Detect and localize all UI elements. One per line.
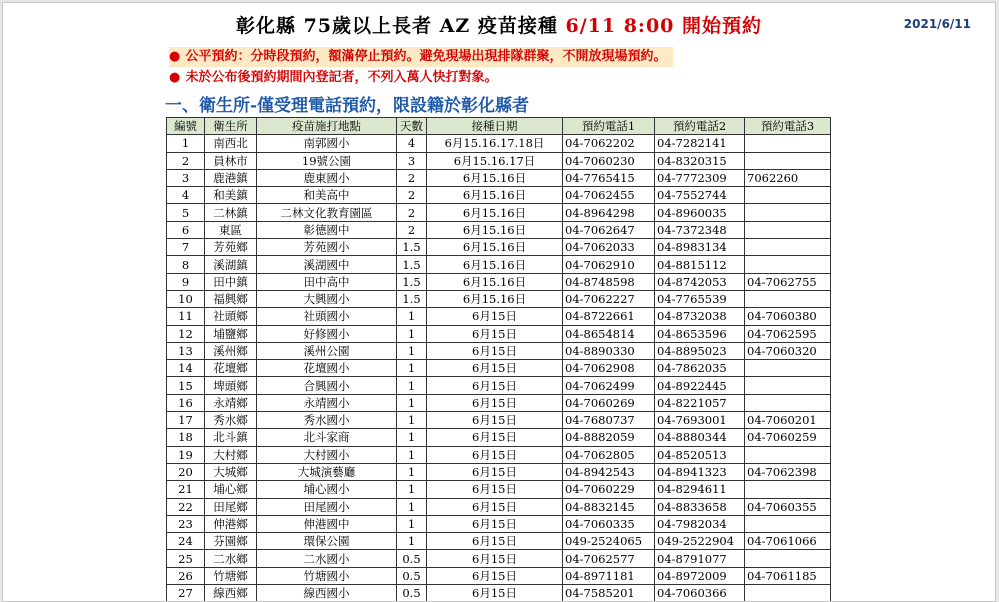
cell-days: 1	[397, 515, 427, 532]
column-header: 衛生所	[205, 118, 257, 135]
bullet-icon: ●	[169, 49, 181, 64]
table-row	[167, 533, 831, 550]
cell-phone-1: 04-8942543	[563, 463, 655, 480]
cell-vaccination-date: 6月15日	[427, 394, 563, 411]
cell-days: 2	[397, 187, 427, 204]
cell-phone-3: 04-7062755	[745, 273, 831, 290]
cell-vaccination-date: 6月15日	[427, 342, 563, 359]
note-fair-booking	[169, 47, 673, 67]
cell-phone-3: 04-7060355	[745, 498, 831, 515]
cell-phone-2: 04-8742053	[655, 273, 745, 290]
cell-days: 0.5	[397, 567, 427, 584]
cell-health-center: 社頭鄉	[205, 308, 257, 325]
cell-phone-2: 04-8960035	[655, 204, 745, 221]
cell-vaccination-date: 6月15.16日	[427, 239, 563, 256]
cell-row-number: 19	[167, 446, 205, 463]
cell-vaccination-site: 田中高中	[257, 273, 397, 290]
cell-days: 1	[397, 377, 427, 394]
cell-phone-1: 04-8964298	[563, 204, 655, 221]
table-row	[167, 481, 831, 498]
cell-phone-2: 04-8895023	[655, 342, 745, 359]
cell-vaccination-site: 19號公園	[257, 152, 397, 169]
cell-days: 1.5	[397, 273, 427, 290]
cell-days: 1.5	[397, 239, 427, 256]
cell-vaccination-date: 6月15.16日	[427, 256, 563, 273]
cell-phone-2: 04-7060366	[655, 585, 745, 602]
cell-vaccination-site: 永靖國小	[257, 394, 397, 411]
cell-vaccination-date: 6月15日	[427, 429, 563, 446]
cell-phone-3	[745, 204, 831, 221]
cell-vaccination-date: 6月15日	[427, 412, 563, 429]
cell-phone-3	[745, 515, 831, 532]
cell-vaccination-site: 彰德國中	[257, 221, 397, 238]
cell-phone-1: 04-7060229	[563, 481, 655, 498]
column-header: 預約電話3	[745, 118, 831, 135]
cell-vaccination-date: 6月15日	[427, 515, 563, 532]
cell-vaccination-date: 6月15.16.17日	[427, 152, 563, 169]
cell-phone-3: 04-7062398	[745, 463, 831, 480]
cell-health-center: 溪州鄉	[205, 342, 257, 359]
cell-row-number: 9	[167, 273, 205, 290]
cell-phone-2: 049-2522904	[655, 533, 745, 550]
cell-health-center: 竹塘鄉	[205, 567, 257, 584]
table-row	[167, 550, 831, 567]
cell-vaccination-date: 6月15日	[427, 585, 563, 602]
cell-days: 1	[397, 429, 427, 446]
cell-vaccination-date: 6月15日	[427, 567, 563, 584]
table-row	[167, 567, 831, 584]
cell-phone-2: 04-8972009	[655, 567, 745, 584]
cell-phone-3	[745, 394, 831, 411]
note-text: 未於公布後預約期間內登記者，不列入萬人快打對象。	[185, 70, 498, 85]
table-row	[167, 446, 831, 463]
cell-phone-2: 04-8221057	[655, 394, 745, 411]
cell-days: 1	[397, 308, 427, 325]
cell-row-number: 11	[167, 308, 205, 325]
cell-vaccination-site: 田尾國小	[257, 498, 397, 515]
table-row	[167, 429, 831, 446]
cell-phone-1: 04-7765415	[563, 169, 655, 186]
cell-phone-2: 04-8983134	[655, 239, 745, 256]
cell-phone-1: 04-7060269	[563, 394, 655, 411]
table-row	[167, 342, 831, 359]
cell-row-number: 24	[167, 533, 205, 550]
cell-health-center: 永靖鄉	[205, 394, 257, 411]
cell-health-center: 芳苑鄉	[205, 239, 257, 256]
cell-vaccination-date: 6月15日	[427, 550, 563, 567]
cell-row-number: 18	[167, 429, 205, 446]
cell-phone-3: 04-7060320	[745, 342, 831, 359]
cell-row-number: 25	[167, 550, 205, 567]
cell-row-number: 23	[167, 515, 205, 532]
cell-phone-2: 04-8732038	[655, 308, 745, 325]
cell-phone-2: 04-7765539	[655, 290, 745, 307]
cell-row-number: 7	[167, 239, 205, 256]
table-row	[167, 187, 831, 204]
cell-phone-3: 7062260	[745, 169, 831, 186]
cell-vaccination-site: 線西國小	[257, 585, 397, 602]
cell-health-center: 和美鎮	[205, 187, 257, 204]
cell-phone-1: 04-7062455	[563, 187, 655, 204]
table-row	[167, 273, 831, 290]
cell-phone-1: 04-7680737	[563, 412, 655, 429]
cell-row-number: 5	[167, 204, 205, 221]
cell-phone-3	[745, 256, 831, 273]
cell-vaccination-site: 大城演藝廳	[257, 463, 397, 480]
cell-health-center: 北斗鎮	[205, 429, 257, 446]
cell-row-number: 27	[167, 585, 205, 602]
cell-health-center: 員林市	[205, 152, 257, 169]
cell-phone-2: 04-7772309	[655, 169, 745, 186]
table-row	[167, 463, 831, 480]
cell-days: 1	[397, 446, 427, 463]
cell-health-center: 二水鄉	[205, 550, 257, 567]
cell-row-number: 2	[167, 152, 205, 169]
cell-vaccination-site: 埔心國小	[257, 481, 397, 498]
cell-phone-1: 04-7062202	[563, 135, 655, 152]
cell-vaccination-site: 鹿東國小	[257, 169, 397, 186]
cell-phone-3	[745, 221, 831, 238]
cell-vaccination-site: 二林文化教育園區	[257, 204, 397, 221]
cell-phone-3	[745, 585, 831, 602]
cell-vaccination-site: 南郭國小	[257, 135, 397, 152]
cell-vaccination-date: 6月15.16日	[427, 273, 563, 290]
cell-vaccination-site: 北斗家商	[257, 429, 397, 446]
table-row	[167, 290, 831, 307]
cell-vaccination-date: 6月15.16日	[427, 187, 563, 204]
cell-days: 1	[397, 325, 427, 342]
title-main: 彰化縣 75歲以上長者 AZ 疫苗接種	[235, 15, 558, 37]
cell-health-center: 福興鄉	[205, 290, 257, 307]
cell-row-number: 21	[167, 481, 205, 498]
cell-days: 1.5	[397, 256, 427, 273]
cell-days: 1	[397, 481, 427, 498]
cell-row-number: 20	[167, 463, 205, 480]
document-page	[2, 2, 996, 602]
cell-days: 2	[397, 221, 427, 238]
cell-vaccination-date: 6月15日	[427, 360, 563, 377]
cell-health-center: 二林鎮	[205, 204, 257, 221]
cell-phone-2: 04-7282141	[655, 135, 745, 152]
cell-phone-1: 04-7062908	[563, 360, 655, 377]
cell-vaccination-site: 好修國小	[257, 325, 397, 342]
column-header: 預約電話2	[655, 118, 745, 135]
cell-row-number: 3	[167, 169, 205, 186]
cell-phone-3	[745, 446, 831, 463]
cell-row-number: 13	[167, 342, 205, 359]
cell-days: 1	[397, 533, 427, 550]
cell-vaccination-site: 和美高中	[257, 187, 397, 204]
cell-health-center: 田尾鄉	[205, 498, 257, 515]
cell-phone-1: 04-7060230	[563, 152, 655, 169]
cell-vaccination-site: 溪州公園	[257, 342, 397, 359]
table-row	[167, 221, 831, 238]
table-row	[167, 239, 831, 256]
cell-phone-2: 04-7693001	[655, 412, 745, 429]
table-row	[167, 412, 831, 429]
table-row	[167, 394, 831, 411]
cell-health-center: 埤頭鄉	[205, 377, 257, 394]
cell-phone-3: 04-7060201	[745, 412, 831, 429]
cell-health-center: 田中鎮	[205, 273, 257, 290]
cell-phone-1: 04-8722661	[563, 308, 655, 325]
title-highlight: 6/11 8:00 開始預約	[565, 15, 763, 37]
cell-vaccination-date: 6月15.16日	[427, 204, 563, 221]
cell-health-center: 埔鹽鄉	[205, 325, 257, 342]
column-header: 天數	[397, 118, 427, 135]
column-header: 疫苗施打地點	[257, 118, 397, 135]
cell-phone-2: 04-8294611	[655, 481, 745, 498]
cell-phone-1: 049-2524065	[563, 533, 655, 550]
cell-vaccination-site: 社頭國小	[257, 308, 397, 325]
cell-row-number: 14	[167, 360, 205, 377]
cell-phone-2: 04-8815112	[655, 256, 745, 273]
cell-row-number: 10	[167, 290, 205, 307]
cell-row-number: 17	[167, 412, 205, 429]
cell-row-number: 1	[167, 135, 205, 152]
cell-health-center: 鹿港鎮	[205, 169, 257, 186]
cell-phone-1: 04-7062033	[563, 239, 655, 256]
cell-phone-1: 04-7062647	[563, 221, 655, 238]
cell-phone-2: 04-7552744	[655, 187, 745, 204]
cell-health-center: 伸港鄉	[205, 515, 257, 532]
cell-days: 1.5	[397, 290, 427, 307]
table-row	[167, 152, 831, 169]
cell-phone-2: 04-8320315	[655, 152, 745, 169]
column-header: 接種日期	[427, 118, 563, 135]
cell-vaccination-site: 溪湖國中	[257, 256, 397, 273]
cell-vaccination-date: 6月15.16日	[427, 169, 563, 186]
cell-health-center: 大村鄉	[205, 446, 257, 463]
note-registration	[169, 68, 498, 88]
cell-health-center: 芬園鄉	[205, 533, 257, 550]
table-row	[167, 256, 831, 273]
cell-vaccination-site: 環保公園	[257, 533, 397, 550]
cell-phone-1: 04-7062499	[563, 377, 655, 394]
table-row	[167, 135, 831, 152]
cell-days: 0.5	[397, 585, 427, 602]
cell-row-number: 16	[167, 394, 205, 411]
document-date: 2021/6/11	[903, 17, 971, 31]
cell-phone-3: 04-7062595	[745, 325, 831, 342]
cell-health-center: 東區	[205, 221, 257, 238]
cell-vaccination-date: 6月15.16日	[427, 290, 563, 307]
cell-vaccination-site: 花壇國小	[257, 360, 397, 377]
cell-phone-3	[745, 152, 831, 169]
cell-phone-2: 04-7372348	[655, 221, 745, 238]
cell-vaccination-date: 6月15.16日	[427, 221, 563, 238]
cell-days: 1	[397, 498, 427, 515]
cell-phone-2: 04-8520513	[655, 446, 745, 463]
cell-phone-3	[745, 290, 831, 307]
cell-days: 1	[397, 342, 427, 359]
cell-phone-3	[745, 135, 831, 152]
cell-phone-3	[745, 239, 831, 256]
table-row	[167, 360, 831, 377]
cell-vaccination-date: 6月15日	[427, 446, 563, 463]
cell-phone-1: 04-8890330	[563, 342, 655, 359]
note-text: 公平預約：分時段預約，額滿停止預約。避免現場出現排隊群聚，不開放現場預約。	[185, 49, 667, 64]
cell-days: 1	[397, 360, 427, 377]
cell-phone-3: 04-7060380	[745, 308, 831, 325]
cell-vaccination-site: 大興國小	[257, 290, 397, 307]
cell-days: 2	[397, 204, 427, 221]
cell-phone-2: 04-8941323	[655, 463, 745, 480]
cell-health-center: 埔心鄉	[205, 481, 257, 498]
table-header-row	[167, 118, 831, 135]
cell-phone-2: 04-8922445	[655, 377, 745, 394]
cell-phone-3: 04-7061066	[745, 533, 831, 550]
cell-phone-3	[745, 377, 831, 394]
cell-phone-3	[745, 481, 831, 498]
cell-vaccination-date: 6月15日	[427, 377, 563, 394]
table-row	[167, 515, 831, 532]
table-body	[167, 135, 831, 602]
cell-row-number: 6	[167, 221, 205, 238]
cell-phone-3	[745, 360, 831, 377]
cell-phone-1: 04-8971181	[563, 567, 655, 584]
cell-phone-2: 04-8653596	[655, 325, 745, 342]
cell-health-center: 線西鄉	[205, 585, 257, 602]
column-header: 編號	[167, 118, 205, 135]
cell-phone-1: 04-7585201	[563, 585, 655, 602]
table-row	[167, 498, 831, 515]
cell-phone-1: 04-7062910	[563, 256, 655, 273]
cell-days: 1	[397, 394, 427, 411]
cell-phone-3	[745, 187, 831, 204]
cell-row-number: 15	[167, 377, 205, 394]
document-title	[3, 11, 995, 38]
cell-row-number: 8	[167, 256, 205, 273]
cell-phone-1: 04-8748598	[563, 273, 655, 290]
cell-health-center: 秀水鄉	[205, 412, 257, 429]
cell-health-center: 溪湖鎮	[205, 256, 257, 273]
cell-vaccination-site: 秀水國小	[257, 412, 397, 429]
table-row	[167, 377, 831, 394]
cell-vaccination-site: 二水國小	[257, 550, 397, 567]
cell-vaccination-date: 6月15日	[427, 325, 563, 342]
cell-days: 1	[397, 463, 427, 480]
cell-phone-2: 04-7862035	[655, 360, 745, 377]
cell-vaccination-date: 6月15日	[427, 533, 563, 550]
cell-phone-2: 04-8880344	[655, 429, 745, 446]
cell-vaccination-date: 6月15日	[427, 498, 563, 515]
cell-phone-3: 04-7061185	[745, 567, 831, 584]
cell-health-center: 大城鄉	[205, 463, 257, 480]
cell-health-center: 南西北	[205, 135, 257, 152]
section-title: 一、衛生所-僅受理電話預約，限設籍於彰化縣者	[165, 96, 530, 116]
table-row	[167, 204, 831, 221]
cell-phone-3: 04-7060259	[745, 429, 831, 446]
cell-phone-1: 04-8832145	[563, 498, 655, 515]
cell-health-center: 花壇鄉	[205, 360, 257, 377]
cell-days: 1	[397, 412, 427, 429]
cell-row-number: 26	[167, 567, 205, 584]
cell-days: 0.5	[397, 550, 427, 567]
table-row	[167, 325, 831, 342]
cell-phone-1: 04-8654814	[563, 325, 655, 342]
cell-vaccination-date: 6月15日	[427, 308, 563, 325]
table-row	[167, 169, 831, 186]
cell-vaccination-site: 芳苑國小	[257, 239, 397, 256]
cell-days: 4	[397, 135, 427, 152]
column-header: 預約電話1	[563, 118, 655, 135]
cell-vaccination-date: 6月15.16.17.18日	[427, 135, 563, 152]
cell-phone-1: 04-7062227	[563, 290, 655, 307]
cell-phone-1: 04-7060335	[563, 515, 655, 532]
table-row	[167, 308, 831, 325]
cell-vaccination-site: 大村國小	[257, 446, 397, 463]
cell-phone-2: 04-8791077	[655, 550, 745, 567]
cell-days: 2	[397, 169, 427, 186]
cell-vaccination-site: 竹塘國小	[257, 567, 397, 584]
cell-row-number: 22	[167, 498, 205, 515]
table-row	[167, 585, 831, 602]
vaccination-schedule-table	[166, 117, 831, 602]
cell-phone-1: 04-8882059	[563, 429, 655, 446]
cell-phone-2: 04-8833658	[655, 498, 745, 515]
bullet-icon: ●	[169, 70, 181, 85]
cell-days: 3	[397, 152, 427, 169]
cell-phone-2: 04-7982034	[655, 515, 745, 532]
cell-row-number: 4	[167, 187, 205, 204]
cell-vaccination-date: 6月15日	[427, 463, 563, 480]
cell-vaccination-site: 合興國小	[257, 377, 397, 394]
cell-phone-1: 04-7062805	[563, 446, 655, 463]
cell-vaccination-site: 伸港國中	[257, 515, 397, 532]
cell-phone-1: 04-7062577	[563, 550, 655, 567]
cell-phone-3	[745, 550, 831, 567]
cell-row-number: 12	[167, 325, 205, 342]
cell-vaccination-date: 6月15日	[427, 481, 563, 498]
